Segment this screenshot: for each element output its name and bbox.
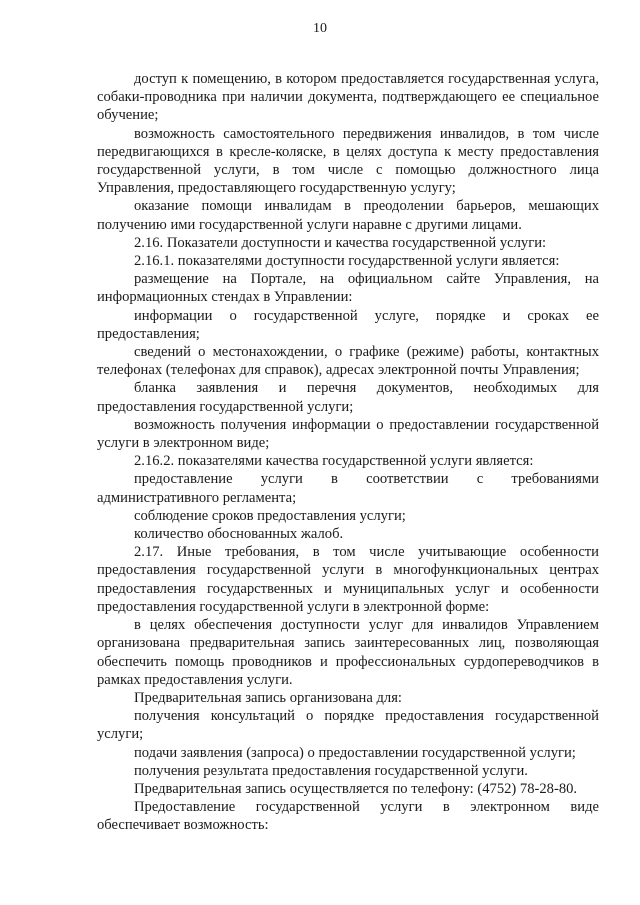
paragraph: оказание помощи инвалидам в преодолении барьеров, мешающих получению ими государственной услуги наравне с другими лицами. [97, 198, 599, 233]
section-heading: 2.17. Иные требования, в том числе учитывающие особенности предоставления государственной услуги в многофункциональных центрах предоставления государственных и муниципальных услуг и особенности предоставления государственной услуги в электронной форме: [97, 544, 599, 615]
page-number: 10 [313, 21, 327, 36]
paragraph: бланка заявления и перечня документов, необходимых для предоставления государственной услуги; [97, 380, 599, 415]
paragraph: Предварительная запись организована для: [134, 689, 402, 706]
paragraph: Предварительная запись осуществляется по телефону: (4752) 78-28-80. [134, 780, 578, 797]
paragraph: размещение на Портале, на официальном сайте Управления, на информационных стендах в Управлении: [97, 271, 599, 306]
paragraph: предоставление услуги в соответствии с требованиями административного регламента; [97, 471, 599, 506]
paragraph: получения результата предоставления государственной услуги. [134, 762, 528, 779]
paragraph: подачи заявления (запроса) о предоставлении государственной услуги; [134, 744, 576, 761]
paragraph: в целях обеспечения доступности услуг для инвалидов Управлением организована предварительная запись заинтересованных лиц, позволяющая обеспечить помощь проводников и профессиональных сурдопереводчиков в рамках предоставления услуги. [97, 617, 599, 688]
paragraph: доступ к помещению, в котором предоставляется государственная услуга, собаки-проводника при наличии документа, подтверждающего ее специальное обучение; [97, 71, 599, 124]
paragraph: сведений о местонахождении, о графике (режиме) работы, контактных телефонах (телефонах для справок), адресах электронной почты Управления; [97, 344, 599, 379]
paragraph: получения консультаций о порядке предоставления государственной услуги; [97, 708, 599, 743]
document-body [97, 70, 599, 835]
subsection-heading: 2.16.1. показателями доступности государственной услуги является: [134, 253, 560, 270]
paragraph: Предоставление государственной услуги в электронном виде обеспечивает возможность: [97, 799, 599, 834]
paragraph: информации о государственной услуге, порядке и сроках ее предоставления; [97, 307, 599, 342]
paragraph: возможность получения информации о предоставлении государственной услуги в электронном виде; [97, 416, 599, 452]
section-heading: 2.16. Показатели доступности и качества государственной услуги: [134, 234, 547, 251]
paragraph: возможность самостоятельного передвижения инвалидов, в том числе передвигающихся в кресле-коляске, в целях доступа к месту предоставления государственной услуги, в том числе с помощью должностного лица Управления, предоставляющего государственную услугу; [97, 125, 599, 197]
paragraph: соблюдение сроков предоставления услуги; [134, 507, 406, 524]
paragraph: количество обоснованных жалоб. [134, 526, 344, 543]
subsection-heading: 2.16.2. показателями качества государственной услуги является: [134, 453, 534, 470]
